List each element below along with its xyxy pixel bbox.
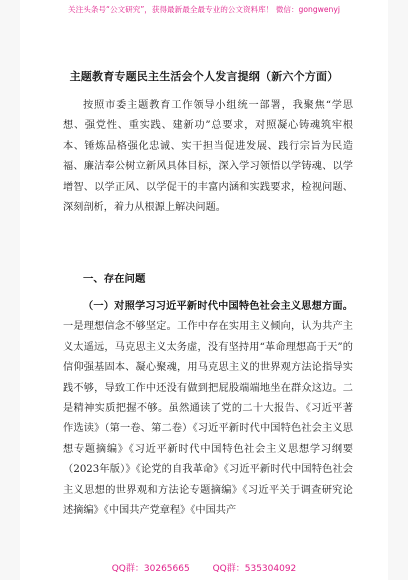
section-heading: 一、存在问题: [83, 273, 146, 285]
intro-paragraph: 按照市委主题教育工作领导小组统一部署，我聚焦“学思想、强党性、重实践、建新功”总要求，对照凝心铸魂筑牢根本、锤炼品格强化忠诚、实干担当促进发展、践行宗旨为民造福、廉洁奉公树立新风具体目标，深入学习领悟以学铸魂、以学增智、以学正风、以学促干的丰富内涵和实践要求，检视问题、深刻剖析，着力从根源上解决问题。: [63, 100, 353, 214]
document-title: 主题教育专题民主生活会个人发言提纲（新六个方面）: [69, 70, 339, 83]
qq-group-2: QQ群：535304092: [212, 564, 297, 574]
footer-contacts: [0, 561, 408, 574]
subsection-heading: （一）对照学习习近平新时代中国特色社会主义思想方面。: [83, 300, 353, 312]
promo-banner: 关注头条号“公文研究”，获得最新最全最专业的公文资料库！ 微信：gongwenyj: [68, 5, 340, 14]
subsection-body: 一是理想信念不够坚定。工作中存在实用主义倾向，认为共产主义太遥远，马克思主义太务虚，没有坚持用“革命理想高于天”的信仰强基固本、凝心聚魂，用马克思主义的世界观方法论指导实践不够，导致工作中还没有做到把屁股端端地坐在群众这边。二是精神实质把握不够。虽然通读了党的二十大报告、《习近平著作选读》（第一卷、第二卷）《习近平新时代中国特色社会主义思想专题摘编》《习近平新时代中国特色社会主义思想学习纲要（2023年版）》《论党的自我革命》《习近平新时代中国特色社会主义思想的世界观和方法论专题摘编》《习近平关于调查研究论述摘编》《中国共产党章程》《中国共产: [63, 321, 353, 517]
subsection-paragraph: [63, 296, 353, 521]
qq-group-1: QQ群：30265665: [111, 564, 190, 574]
